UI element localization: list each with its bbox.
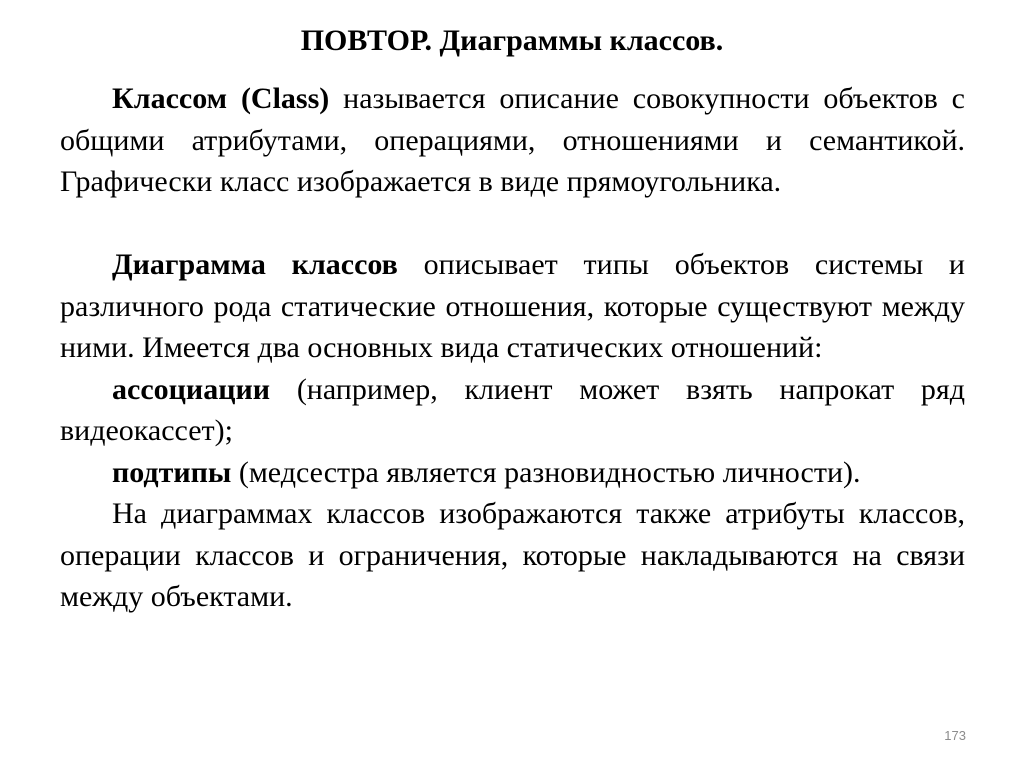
term-subtypes: подтипы (112, 455, 232, 489)
class-diagram-text: описывает типы объектов системы и различного рода статические отношения, которые существуют между ними. Имеется два основных вида статических отношений: (60, 248, 965, 364)
term-class-diagram: Диаграмма классов (112, 248, 398, 281)
paragraph-associations (60, 369, 965, 452)
page-number: 173 (944, 728, 966, 743)
paragraph-closing (60, 493, 965, 618)
paragraph-class-definition (60, 78, 965, 203)
associations-text: (например, клиент может взять напрокат ряд видеокассет); (60, 372, 965, 447)
subtypes-text: (медсестра является разновидностью личности). (231, 455, 861, 489)
slide-title: ПОВТОР. Диаграммы классов. (300, 24, 724, 57)
term-class: Классом (Class) (112, 82, 330, 115)
paragraph-spacer (60, 203, 965, 245)
term-associations: ассоциации (112, 372, 271, 406)
paragraph-subtypes (60, 452, 965, 494)
closing-text: На диаграммах классов изображаются также атрибуты классов, операции классов и ограничения, которые накладываются на связи между объектами. (60, 497, 965, 613)
slide-body (60, 78, 965, 618)
paragraph-class-diagram (60, 244, 965, 369)
class-definition-text: называется описание совокупности объектов с общими атрибутами, операциями, отношениями и семантикой. Графически класс изображается в виде прямоугольника. (60, 82, 965, 198)
